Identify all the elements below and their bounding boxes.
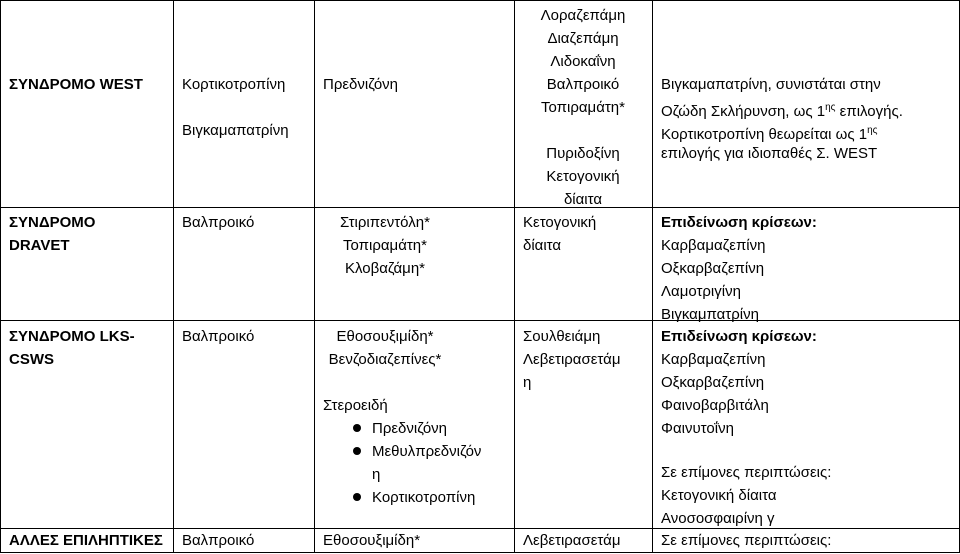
third-line-drug: Λοραζεπάμη xyxy=(540,7,626,24)
note-line: Ανοσοσφαιρίνη γ xyxy=(661,510,775,527)
third-line-drug: δίαιτα xyxy=(563,191,603,208)
steroid-item: Κορτικοτροπίνη xyxy=(372,489,476,506)
note-text: Οζώδη Σκλήρυνση, ως 1 xyxy=(661,103,826,120)
note-line: επιλογής για ιδιοπαθές Σ. WEST xyxy=(661,145,878,162)
first-line-drug: Βαλπροικό xyxy=(182,328,255,345)
note-line: Οξκαρβαζεπίνη xyxy=(661,374,765,391)
col-divider-1 xyxy=(173,0,174,553)
table-border-left xyxy=(0,0,1,553)
third-line-drug: Σουλθειάμη xyxy=(523,328,601,345)
table-border-bottom xyxy=(0,552,960,553)
row-divider-1 xyxy=(0,207,960,208)
syndrome-name: ΣΥΝΔΡΟΜΟ LKS- xyxy=(9,328,135,345)
bullet-icon xyxy=(353,424,361,432)
syndrome-name: CSWS xyxy=(9,351,54,368)
first-line-drug: Βαλπροικό xyxy=(182,214,255,231)
third-line-drug: Κετογονική xyxy=(523,214,597,231)
bullet-icon xyxy=(353,493,361,501)
third-line-drug: η xyxy=(523,374,532,391)
steroid-item: Πρεδνιζόνη xyxy=(372,420,448,437)
note-line: Οξκαρβαζεπίνη xyxy=(661,260,765,277)
second-line-drug: Πρεδνιζόνη xyxy=(323,76,399,93)
note-line: Βιγκαμαπατρίνη, συνιστάται στην xyxy=(661,76,881,93)
second-line-drug: Στιριπεντόλη* xyxy=(340,214,430,231)
third-line-drug: δίαιτα xyxy=(523,237,562,254)
third-line-drug: Λεβετιρασετάμ xyxy=(523,532,621,549)
first-line-drug: Κορτικοτροπίνη xyxy=(182,76,286,93)
steroid-item: η xyxy=(372,466,381,483)
third-line-drug: Λιδοκαΐνη xyxy=(550,53,616,70)
note-text: Κορτικοτροπίνη θεωρείται ως 1 xyxy=(661,126,868,143)
first-line-drug: Βαλπροικό xyxy=(182,532,255,549)
second-line-drug: Εθοσουξιμίδη* xyxy=(323,532,421,549)
table-border-top xyxy=(0,0,960,1)
note-line: Λαμοτριγίνη xyxy=(661,283,741,300)
second-line-drug: Βενζοδιαζεπίνες* xyxy=(328,351,442,368)
note-text: επιλογής. xyxy=(839,103,903,120)
third-line-drug: Τοπιραμάτη* xyxy=(541,99,625,116)
note-line: Σε επίμονες περιπτώσεις: xyxy=(661,464,832,481)
note-line: Φαινυτοΐνη xyxy=(661,420,734,437)
note-line: Κετογονική δίαιτα xyxy=(661,487,777,504)
third-line-drug: Βαλπροικό xyxy=(546,76,620,93)
note-line: Βιγκαμπατρίνη xyxy=(661,306,759,323)
second-line-drug: Τοπιραμάτη* xyxy=(343,237,427,254)
steroid-item: Μεθυλπρεδνιζόν xyxy=(372,443,482,460)
note-line: Φαινοβαρβιτάλη xyxy=(661,397,769,414)
third-line-drug: Κετογονική xyxy=(546,168,620,185)
syndrome-name: ΑΛΛΕΣ ΕΠΙΛΗΠΤΙΚΕΣ xyxy=(9,532,163,549)
syndrome-name: ΣΥΝΔΡΟΜΟ WEST xyxy=(9,76,143,93)
bullet-icon xyxy=(353,447,361,455)
third-line-drug: Διαζεπάμη xyxy=(547,30,619,47)
third-line-drug: Λεβετιρασετάμ xyxy=(523,351,621,368)
notes-heading: Επιδείνωση κρίσεων: xyxy=(661,214,817,231)
first-line-drug: Βιγκαμαπατρίνη xyxy=(182,122,289,139)
syndrome-name: DRAVET xyxy=(9,237,70,254)
second-line-drug: Κλοβαζάμη* xyxy=(344,260,426,277)
notes-heading: Επιδείνωση κρίσεων: xyxy=(661,328,817,345)
superscript: ης xyxy=(825,102,836,113)
col-divider-3 xyxy=(514,0,515,553)
col-divider-4 xyxy=(652,0,653,553)
syndrome-name: ΣΥΝΔΡΟΜΟ xyxy=(9,214,96,231)
row-divider-2 xyxy=(0,320,960,321)
second-line-drug: Εθοσουξιμίδη* xyxy=(336,328,434,345)
steroids-heading: Στεροειδή xyxy=(323,397,388,414)
note-line: Καρβαμαζεπίνη xyxy=(661,237,766,254)
note-line: Καρβαμαζεπίνη xyxy=(661,351,766,368)
third-line-drug: Πυριδοξίνη xyxy=(546,145,620,162)
superscript: ης xyxy=(867,125,878,136)
note-line: Σε επίμονες περιπτώσεις: xyxy=(661,532,832,549)
